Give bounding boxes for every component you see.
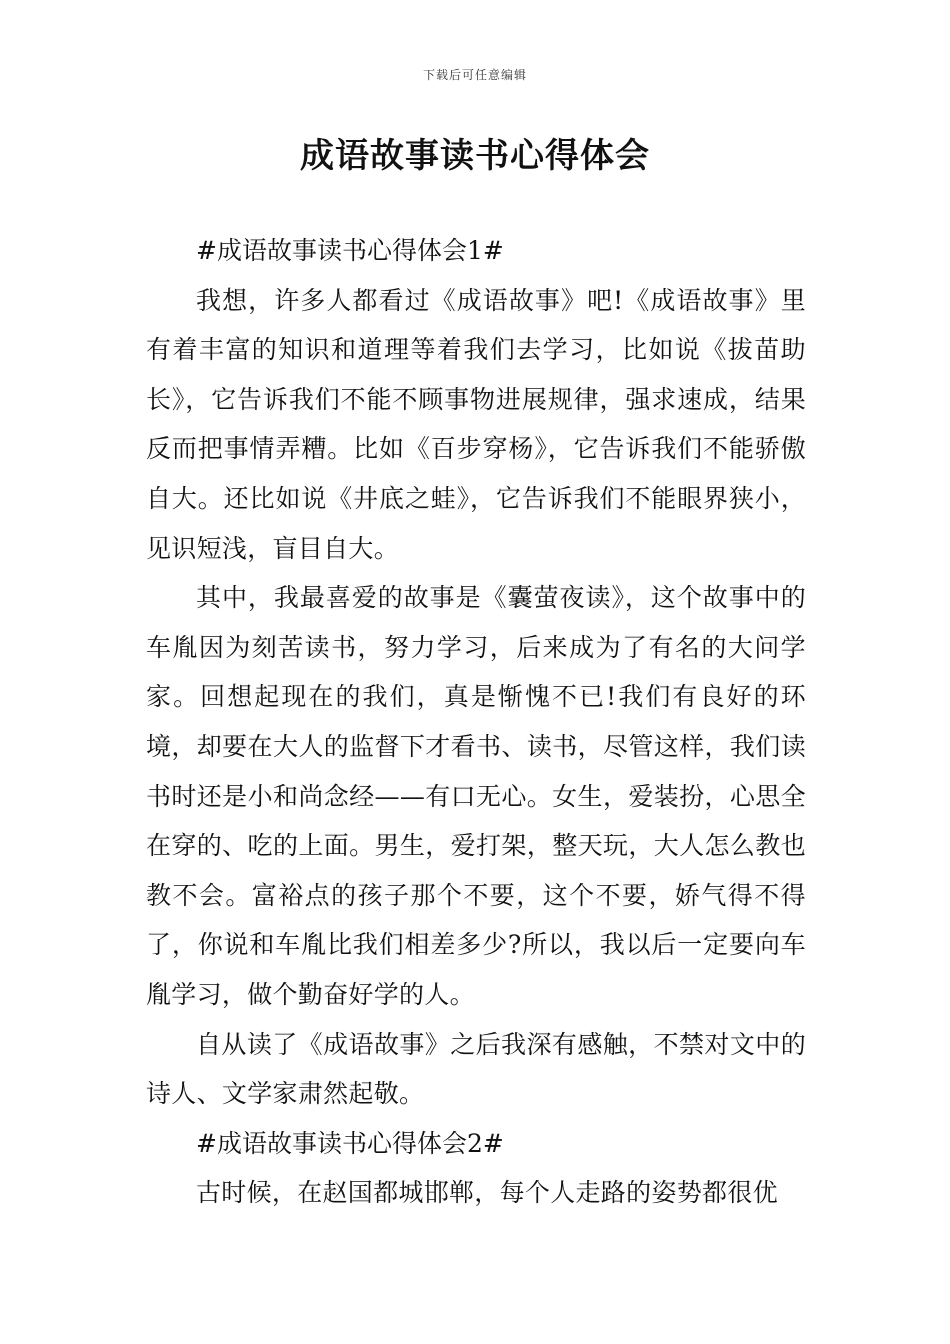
body-paragraph-4: 古时候，在赵国都城邯郸，每个人走路的姿势都很优 [196, 1178, 778, 1208]
body-paragraph-1: 我想，许多人都看过《成语故事》吧!《成语故事》里有着丰富的知识和道理等着我们去学习，比如说《拔苗助长》，它告诉我们不能不顾事物进展规律，强求速成，结果反而把事情弄糟。比如《百步穿杨》，它告诉我们不能骄傲自大。还比如说《井底之蛙》，它告诉我们不能眼界狭小，见识短浅，盲目自大。 [146, 285, 806, 563]
body-paragraph-2: 其中，我最喜爱的故事是《囊萤夜读》，这个故事中的车胤因为刻苦读书，努力学习，后来成为了有名的大问学家。回想起现在的我们，真是惭愧不已!我们有良好的环境，却要在大人的监督下才看书、读书，尽管这样，我们读书时还是小和尚念经——有口无心。女生，爱装扮，心思全在穿的、吃的上面。男生，爱打架，整天玩，大人怎么教也教不会。富裕点的孩子那个不要，这个不要，娇气得不得了，你说和车胤比我们相差多少?所以，我以后一定要向车胤学习，做个勤奋好学的人。 [146, 583, 806, 1009]
document-title: 成语故事读书心得体会 [300, 136, 650, 176]
section-heading-1: #成语故事读书心得体会1# [196, 236, 504, 265]
header-note: 下载后可任意编辑 [422, 68, 527, 82]
section-heading-2: #成语故事读书心得体会2# [196, 1128, 504, 1158]
body-paragraph-3: 自从读了《成语故事》之后我深有感触，不禁对文中的诗人、文学家肃然起敬。 [146, 1029, 806, 1109]
document-body [146, 226, 806, 1218]
